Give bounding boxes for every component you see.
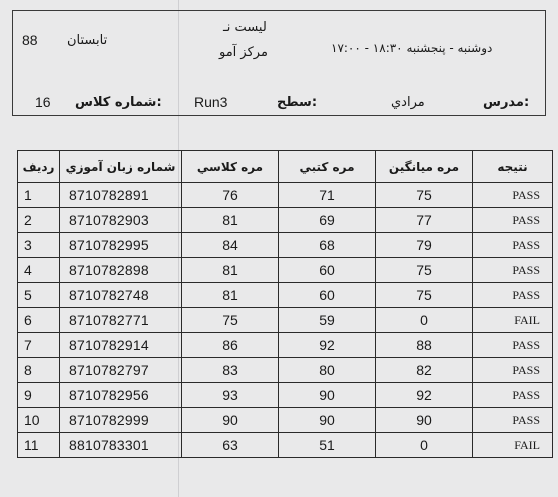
average-score: 79 (376, 233, 473, 258)
table-row (18, 333, 553, 358)
average-score: 0 (376, 433, 473, 458)
student-id: 8710782999 (60, 408, 182, 433)
table-header-row (18, 151, 553, 183)
written-score: 51 (279, 433, 376, 458)
written-score: 90 (279, 408, 376, 433)
average-score: 90 (376, 408, 473, 433)
written-score: 69 (279, 208, 376, 233)
result: FAIL (473, 433, 553, 458)
grades-table (17, 150, 553, 458)
teacher-name: مرادي (391, 95, 425, 110)
level-label: سطح: (277, 95, 318, 110)
table-row (18, 358, 553, 383)
row-number: 1 (18, 183, 60, 208)
col-header-average-score: مره ميانگين (376, 151, 473, 183)
table-row (18, 183, 553, 208)
result: PASS (473, 258, 553, 283)
col-header-row-number: ردیف (18, 151, 60, 183)
class-score: 81 (182, 208, 279, 233)
average-score: 82 (376, 358, 473, 383)
teacher-label: مدرس: (483, 95, 530, 110)
row-number: 4 (18, 258, 60, 283)
row-number: 3 (18, 233, 60, 258)
center-name: مرکز آمو (219, 45, 268, 60)
student-id: 8710782898 (60, 258, 182, 283)
table-row (18, 258, 553, 283)
table-row (18, 383, 553, 408)
col-header-result: نتيجه (473, 151, 553, 183)
row-number: 5 (18, 283, 60, 308)
table-row (18, 308, 553, 333)
result: PASS (473, 408, 553, 433)
student-id: 8710782914 (60, 333, 182, 358)
average-score: 75 (376, 258, 473, 283)
term-code: 88 (22, 32, 38, 48)
average-score: 75 (376, 183, 473, 208)
written-score: 90 (279, 383, 376, 408)
written-score: 59 (279, 308, 376, 333)
table-row (18, 233, 553, 258)
class-info-box (12, 10, 546, 116)
row-number: 9 (18, 383, 60, 408)
average-score: 75 (376, 283, 473, 308)
class-score: 86 (182, 333, 279, 358)
class-score: 81 (182, 283, 279, 308)
class-number-label: شماره كلاس: (75, 95, 162, 110)
result: FAIL (473, 308, 553, 333)
row-number: 10 (18, 408, 60, 433)
written-score: 80 (279, 358, 376, 383)
result: PASS (473, 233, 553, 258)
table-row (18, 283, 553, 308)
result: PASS (473, 208, 553, 233)
result: PASS (473, 383, 553, 408)
row-number: 11 (18, 433, 60, 458)
written-score: 68 (279, 233, 376, 258)
col-header-student-id: شماره زبان آموزي (60, 151, 182, 183)
student-id: 8710782748 (60, 283, 182, 308)
term-name: تابستان (67, 33, 108, 48)
student-id: 8710782891 (60, 183, 182, 208)
written-score: 60 (279, 283, 376, 308)
class-score: 63 (182, 433, 279, 458)
student-id: 8710782956 (60, 383, 182, 408)
row-number: 6 (18, 308, 60, 333)
student-id: 8810783301 (60, 433, 182, 458)
average-score: 88 (376, 333, 473, 358)
class-score: 75 (182, 308, 279, 333)
schedule: دوشنبه - پنجشنبه ۱۸:۳۰ - ۱۷:۰۰ (331, 41, 493, 55)
col-header-class-score: مره كلاسي (182, 151, 279, 183)
result: PASS (473, 333, 553, 358)
student-id: 8710782771 (60, 308, 182, 333)
row-number: 2 (18, 208, 60, 233)
result: PASS (473, 283, 553, 308)
class-score: 93 (182, 383, 279, 408)
row-number: 8 (18, 358, 60, 383)
table-row (18, 208, 553, 233)
level-value: Run3 (194, 94, 228, 110)
class-number: 16 (35, 94, 51, 110)
written-score: 60 (279, 258, 376, 283)
student-id: 8710782797 (60, 358, 182, 383)
average-score: 92 (376, 383, 473, 408)
document-title: لیست نـ (223, 20, 267, 35)
class-score: 83 (182, 358, 279, 383)
table-row (18, 433, 553, 458)
class-score: 90 (182, 408, 279, 433)
written-score: 92 (279, 333, 376, 358)
class-score: 76 (182, 183, 279, 208)
row-number: 7 (18, 333, 60, 358)
written-score: 71 (279, 183, 376, 208)
student-id: 8710782903 (60, 208, 182, 233)
result: PASS (473, 358, 553, 383)
table-row (18, 408, 553, 433)
col-header-written-score: مره كتبي (279, 151, 376, 183)
class-score: 84 (182, 233, 279, 258)
average-score: 77 (376, 208, 473, 233)
class-score: 81 (182, 258, 279, 283)
average-score: 0 (376, 308, 473, 333)
student-id: 8710782995 (60, 233, 182, 258)
result: PASS (473, 183, 553, 208)
